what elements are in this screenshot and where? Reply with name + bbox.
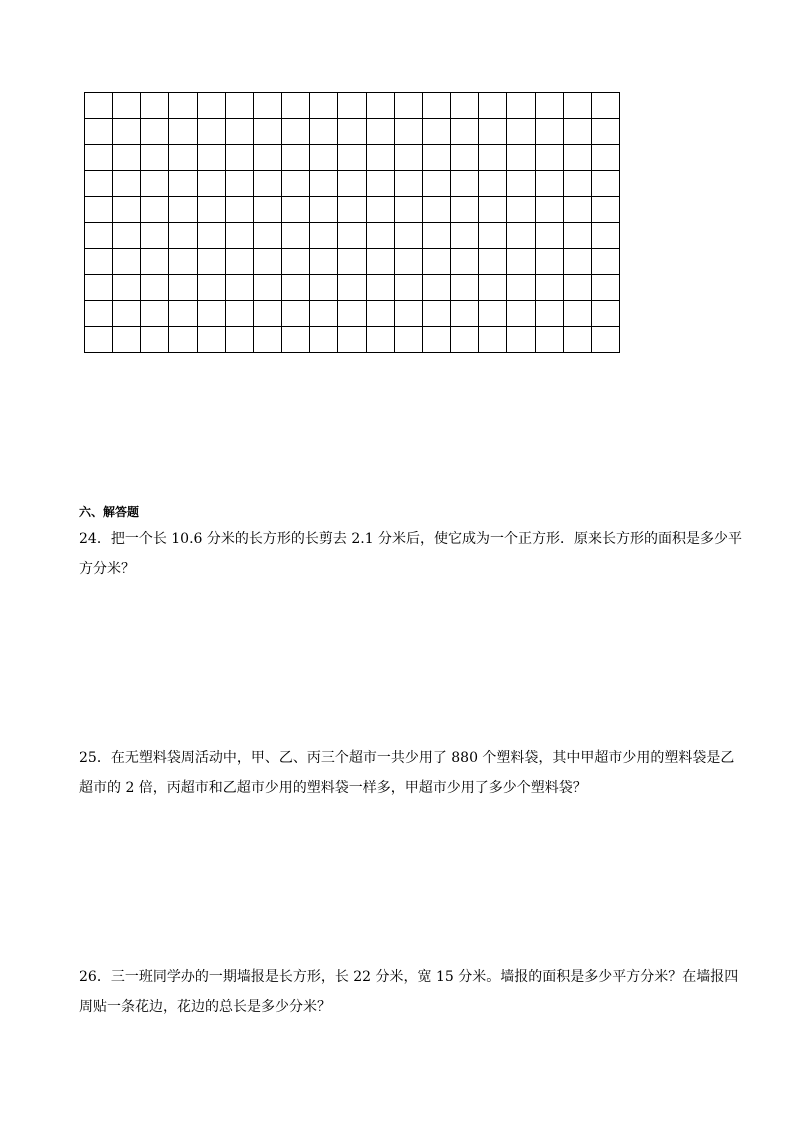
grid-cell	[226, 327, 254, 353]
grid-cell	[198, 119, 226, 145]
grid-cell	[395, 223, 423, 249]
grid-cell	[536, 93, 564, 119]
question-26-line-2: 周贴一条花边，花边的总长是多少分米？	[79, 999, 331, 1015]
grid-cell	[592, 327, 620, 353]
grid-cell	[226, 249, 254, 275]
grid-cell	[423, 171, 451, 197]
grid-cell	[310, 301, 338, 327]
grid-cell	[226, 223, 254, 249]
grid-cell	[479, 171, 507, 197]
grid-cell	[338, 275, 366, 301]
grid-cell	[367, 93, 395, 119]
grid-cell	[338, 249, 366, 275]
grid-cell	[141, 327, 169, 353]
grid-cell	[85, 301, 113, 327]
grid-cell	[198, 145, 226, 171]
grid-cell	[507, 171, 535, 197]
grid-cell	[254, 327, 282, 353]
grid-cell	[479, 93, 507, 119]
grid-cell	[85, 275, 113, 301]
grid-cell	[479, 327, 507, 353]
grid-cell	[367, 145, 395, 171]
grid-cell	[451, 275, 479, 301]
grid-cell	[451, 197, 479, 223]
grid-cell	[169, 171, 197, 197]
grid-cell	[423, 93, 451, 119]
grid-cell	[198, 223, 226, 249]
grid-cell	[198, 249, 226, 275]
section-title: 六、解答题	[79, 505, 140, 519]
question-24	[79, 524, 743, 584]
grid-cell	[310, 171, 338, 197]
grid-cell	[367, 249, 395, 275]
grid-cell	[367, 197, 395, 223]
grid-cell	[282, 93, 310, 119]
grid-cell	[507, 223, 535, 249]
grid-cell	[254, 145, 282, 171]
grid-cell	[338, 223, 366, 249]
grid-cell	[310, 119, 338, 145]
grid-cell	[564, 171, 592, 197]
answer-grid	[84, 92, 620, 353]
grid-cell	[141, 275, 169, 301]
grid-cell	[367, 171, 395, 197]
grid-cell	[226, 119, 254, 145]
grid-cell	[507, 275, 535, 301]
grid-cell	[367, 119, 395, 145]
grid-cell	[169, 223, 197, 249]
grid-cell	[226, 145, 254, 171]
grid-cell	[564, 275, 592, 301]
grid-cell	[310, 275, 338, 301]
grid-cell	[367, 301, 395, 327]
grid-cell	[141, 93, 169, 119]
grid-cell	[592, 145, 620, 171]
grid-cell	[198, 327, 226, 353]
grid-cell	[479, 145, 507, 171]
grid-cell	[85, 223, 113, 249]
grid-cell	[536, 197, 564, 223]
grid-cell	[395, 119, 423, 145]
grid-cell	[507, 93, 535, 119]
grid-cell	[592, 223, 620, 249]
grid-cell	[282, 249, 310, 275]
grid-cell	[282, 145, 310, 171]
grid-cell	[338, 93, 366, 119]
grid-cell	[423, 223, 451, 249]
grid-cell	[198, 275, 226, 301]
grid-cell	[310, 327, 338, 353]
grid-cell	[254, 197, 282, 223]
grid-cell	[479, 301, 507, 327]
grid-cell	[254, 93, 282, 119]
grid-cell	[310, 197, 338, 223]
grid-cell	[592, 249, 620, 275]
grid-cell	[198, 93, 226, 119]
grid-cell	[395, 93, 423, 119]
question-26-line-1: 26．三一班同学办的一期墙报是长方形，长 22 分米，宽 15 分米。墙报的面积是多少平方分米？在墙报四	[79, 969, 739, 985]
grid-cell	[423, 327, 451, 353]
grid-cell	[85, 119, 113, 145]
grid-cell	[169, 275, 197, 301]
grid-cell	[451, 93, 479, 119]
grid-cell	[564, 301, 592, 327]
grid-cell	[113, 301, 141, 327]
grid-cell	[113, 145, 141, 171]
grid-cell	[592, 197, 620, 223]
grid-cell	[479, 197, 507, 223]
grid-cell	[395, 197, 423, 223]
grid-cell	[198, 301, 226, 327]
question-24-line-2: 方分米？	[79, 561, 135, 577]
grid-cell	[310, 249, 338, 275]
grid-cell	[113, 93, 141, 119]
grid-cell	[198, 171, 226, 197]
grid-cell	[141, 197, 169, 223]
grid-cell	[536, 275, 564, 301]
grid-cell	[395, 145, 423, 171]
grid-cell	[310, 93, 338, 119]
grid-cell	[85, 93, 113, 119]
grid-cell	[254, 171, 282, 197]
grid-cell	[282, 197, 310, 223]
grid-cell	[592, 301, 620, 327]
grid-cell	[85, 249, 113, 275]
grid-cell	[169, 145, 197, 171]
grid-cell	[536, 119, 564, 145]
grid-cell	[423, 275, 451, 301]
grid-cell	[226, 93, 254, 119]
grid-cell	[564, 119, 592, 145]
grid-cell	[282, 301, 310, 327]
grid-cell	[479, 223, 507, 249]
grid-cell	[367, 275, 395, 301]
grid-cell	[254, 275, 282, 301]
grid-cell	[451, 119, 479, 145]
grid-cell	[536, 301, 564, 327]
grid-cell	[226, 197, 254, 223]
grid-cell	[564, 223, 592, 249]
grid-cell	[169, 197, 197, 223]
grid-cell	[310, 145, 338, 171]
grid-cell	[451, 249, 479, 275]
grid-cell	[451, 327, 479, 353]
grid-cell	[564, 93, 592, 119]
grid-cell	[564, 249, 592, 275]
grid-cell	[141, 119, 169, 145]
grid-cell	[169, 249, 197, 275]
grid-cell	[85, 327, 113, 353]
grid-cell	[479, 249, 507, 275]
grid-cell	[226, 301, 254, 327]
grid-cell	[85, 171, 113, 197]
grid-cell	[423, 197, 451, 223]
grid-cell	[592, 93, 620, 119]
grid-cell	[395, 275, 423, 301]
grid-cell	[338, 119, 366, 145]
grid-cell	[507, 327, 535, 353]
grid-cell	[536, 249, 564, 275]
grid-cell	[338, 171, 366, 197]
grid-cell	[85, 145, 113, 171]
grid-cell	[282, 119, 310, 145]
grid-cell	[564, 327, 592, 353]
grid-cell	[592, 275, 620, 301]
grid-cell	[282, 327, 310, 353]
grid-cell	[113, 197, 141, 223]
question-26	[79, 962, 739, 1022]
grid-cell	[451, 171, 479, 197]
grid-cell	[113, 327, 141, 353]
grid-cell	[169, 119, 197, 145]
grid-cell	[451, 301, 479, 327]
grid-cell	[479, 119, 507, 145]
question-25	[79, 743, 735, 803]
grid-cell	[536, 171, 564, 197]
grid-cell	[113, 275, 141, 301]
grid-cell	[367, 223, 395, 249]
grid-cell	[254, 223, 282, 249]
grid-cell	[507, 249, 535, 275]
grid-cell	[254, 119, 282, 145]
grid-cell	[536, 145, 564, 171]
grid-cell	[423, 119, 451, 145]
grid-cell	[282, 171, 310, 197]
grid-cell	[282, 223, 310, 249]
grid-cell	[254, 249, 282, 275]
grid-cell	[564, 197, 592, 223]
grid-cell	[338, 301, 366, 327]
grid-cell	[395, 301, 423, 327]
grid-cell	[282, 275, 310, 301]
grid-cell	[226, 171, 254, 197]
grid-cell	[451, 223, 479, 249]
grid-cell	[254, 301, 282, 327]
question-24-line-1: 24．把一个长 10.6 分米的长方形的长剪去 2.1 分米后，使它成为一个正方形．原来长方形的面积是多少平	[79, 531, 743, 547]
grid-cell	[113, 119, 141, 145]
grid-cell	[507, 145, 535, 171]
grid-cell	[198, 197, 226, 223]
question-25-line-1: 25．在无塑料袋周活动中，甲、乙、丙三个超市一共少用了 880 个塑料袋，其中甲超市少用的塑料袋是乙	[79, 750, 735, 766]
grid-cell	[338, 197, 366, 223]
grid-cell	[451, 145, 479, 171]
grid-cell	[141, 223, 169, 249]
grid-cell	[479, 275, 507, 301]
grid-cell	[507, 119, 535, 145]
grid-cell	[536, 223, 564, 249]
grid-cell	[367, 327, 395, 353]
grid-cell	[536, 327, 564, 353]
grid-cell	[113, 249, 141, 275]
grid-cell	[564, 145, 592, 171]
grid-cell	[395, 249, 423, 275]
grid-cell	[423, 145, 451, 171]
question-25-line-2: 超市的 2 倍，丙超市和乙超市少用的塑料袋一样多，甲超市少用了多少个塑料袋？	[79, 780, 587, 796]
grid-cell	[395, 171, 423, 197]
grid-cell	[85, 197, 113, 223]
grid-cell	[169, 93, 197, 119]
grid-cell	[141, 171, 169, 197]
grid-cell	[141, 249, 169, 275]
grid-cell	[395, 327, 423, 353]
grid-cell	[592, 171, 620, 197]
grid-cell	[169, 301, 197, 327]
grid-cell	[113, 223, 141, 249]
grid-cell	[141, 301, 169, 327]
grid-cell	[507, 301, 535, 327]
grid-cell	[338, 145, 366, 171]
grid-cell	[423, 249, 451, 275]
grid-cell	[338, 327, 366, 353]
grid-cell	[113, 171, 141, 197]
grid-cell	[507, 197, 535, 223]
grid-cell	[310, 223, 338, 249]
grid-cell	[226, 275, 254, 301]
grid-cell	[169, 327, 197, 353]
grid-cell	[592, 119, 620, 145]
grid-cell	[423, 301, 451, 327]
grid-cell	[141, 145, 169, 171]
